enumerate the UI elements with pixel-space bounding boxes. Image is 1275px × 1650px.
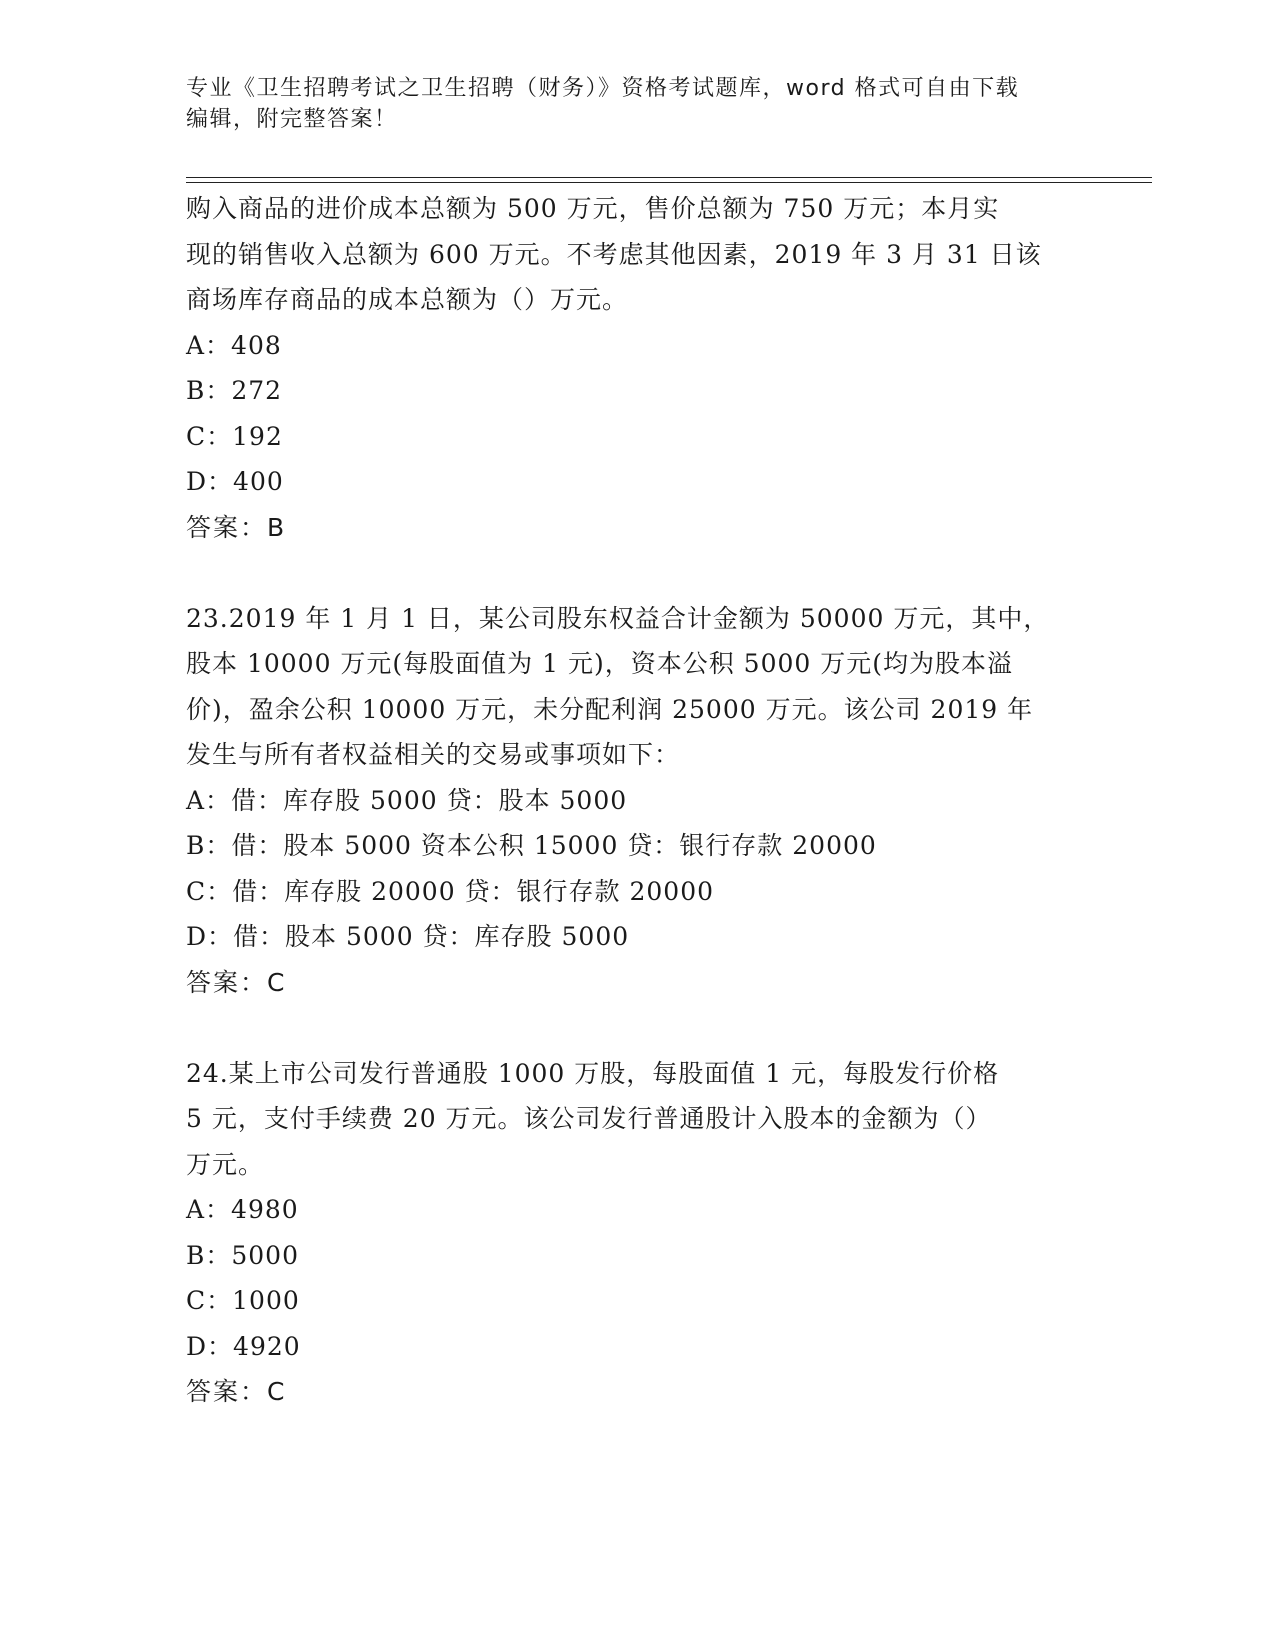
header-line-2: 编辑，附完整答案！ bbox=[186, 107, 398, 132]
question-stem-line: 发生与所有者权益相关的交易或事项如下： bbox=[186, 740, 681, 769]
question-stem-line: 商场库存商品的成本总额为（）万元。 bbox=[186, 285, 629, 314]
option-c: C：借：库存股 20000 贷：银行存款 20000 bbox=[186, 876, 715, 906]
option-b: B：272 bbox=[186, 376, 283, 405]
document-body bbox=[186, 186, 1086, 1415]
header-line-1: 专业《卫生招聘考试之卫生招聘（财务）》资格考试题库，word 格式可自由下载 bbox=[186, 76, 1020, 101]
question-22 bbox=[186, 186, 1086, 550]
question-stem-line: 5 元，支付手续费 20 万元。该公司发行普通股计入股本的金额为（） bbox=[186, 1104, 992, 1133]
question-stem-line: 价)，盈余公积 10000 万元，未分配利润 25000 万元。该公司 2019 年 bbox=[186, 694, 1034, 724]
answer: 答案：C bbox=[186, 1377, 287, 1406]
spacer bbox=[186, 1005, 1086, 1051]
spacer bbox=[186, 550, 1086, 596]
question-24 bbox=[186, 1051, 1086, 1415]
question-stem-line: 股本 10000 万元(每股面值为 1 元)，资本公积 5000 万元(均为股本溢 bbox=[186, 649, 1014, 678]
question-stem-line: 购入商品的进价成本总额为 500 万元，售价总额为 750 万元；本月实 bbox=[186, 194, 1000, 223]
header-divider-bottom bbox=[186, 182, 1152, 183]
option-a: A：借：库存股 5000 贷：股本 5000 bbox=[186, 785, 628, 815]
option-c: C：192 bbox=[186, 421, 283, 451]
question-stem-line: 现的销售收入总额为 600 万元。不考虑其他因素，2019 年 3 月 31 日该 bbox=[186, 239, 1042, 269]
option-c: C：1000 bbox=[186, 1286, 300, 1315]
option-d: D：4920 bbox=[186, 1331, 301, 1361]
question-stem-line: 23.2019 年 1 月 1 日，某公司股东权益合计金额为 50000 万元，其中， bbox=[186, 603, 1050, 633]
header-divider-top bbox=[186, 177, 1152, 178]
option-d: D：借：股本 5000 贷：库存股 5000 bbox=[186, 922, 630, 951]
answer: 答案：B bbox=[186, 512, 287, 542]
question-stem-line: 万元。 bbox=[186, 1149, 265, 1179]
document-header bbox=[186, 73, 1086, 135]
question-stem-line: 24.某上市公司发行普通股 1000 万股，每股面值 1 元，每股发行价格 bbox=[186, 1058, 1000, 1088]
option-d: D：400 bbox=[186, 467, 284, 496]
answer: 答案：C bbox=[186, 967, 287, 997]
option-b: B：借：股本 5000 资本公积 15000 贷：银行存款 20000 bbox=[186, 831, 877, 860]
option-a: A：4980 bbox=[186, 1195, 299, 1224]
question-23 bbox=[186, 596, 1086, 1006]
option-a: A：408 bbox=[186, 330, 282, 360]
option-b: B：5000 bbox=[186, 1240, 299, 1270]
